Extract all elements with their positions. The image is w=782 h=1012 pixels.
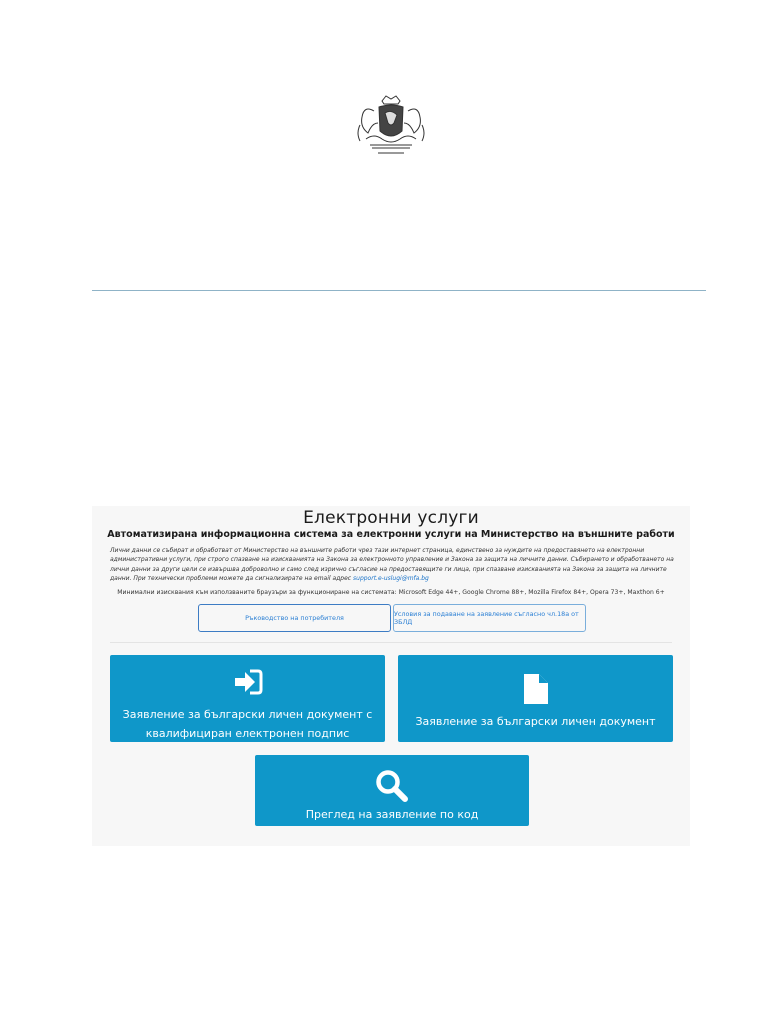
user-guide-button[interactable]: Ръководство на потребителя [198, 604, 391, 632]
review-application-label: Преглед на заявление по код [305, 808, 479, 821]
sign-in-icon [233, 669, 263, 695]
privacy-notice [110, 546, 678, 584]
header-divider [92, 290, 706, 291]
application-label: Заявление за български личен документ [415, 715, 656, 728]
review-application-tile[interactable] [255, 755, 529, 826]
page-title: Електронни услуги [303, 508, 479, 528]
document-icon [522, 672, 550, 706]
coat-of-arms-logo [352, 93, 430, 157]
support-prefix: При технически проблеми можете да сигнализирате на email адрес [133, 575, 352, 583]
links-divider [110, 642, 672, 643]
privacy-notice-text: Лични данни се събират и обработват от Министерство на външните работи чрез тази интернет страница, единствено за нуждите на предоставянето на електронни административни услуги, при строго спазване на изискванията на Закона за електронното управление и Закона за защита на личните данни. Събирането и обработването на лични данни за други цели се извършва доброволно и само след изрично съгласие на предоставящите ги лица, при спазване изискванията на Закона за защита на личните данни. [110, 547, 674, 583]
browser-requirements: Минимални изисквания към използваните браузъри за функциониране на системата: Microsoft Edge 44+, Google Chrome 88+, Mozilla Firefox 84+, Opera 73+, Maxthon 6+ [117, 589, 665, 596]
page-subtitle: Автоматизирана информационна система за електронни услуги на Министерство на външните работи [107, 529, 675, 540]
search-icon [375, 769, 409, 803]
qualified-signature-application-label: Заявление за български личен документ с квалифициран електронен подпис [122, 708, 373, 740]
conditions-button[interactable]: Условия за подаване на заявление съгласно чл.18а от ЗБЛД [393, 604, 586, 632]
application-tile[interactable] [398, 655, 673, 742]
qualified-signature-application-tile[interactable] [110, 655, 385, 742]
support-email-link[interactable]: support.e-uslugi@mfa.bg [353, 575, 429, 583]
services-panel [92, 506, 690, 846]
